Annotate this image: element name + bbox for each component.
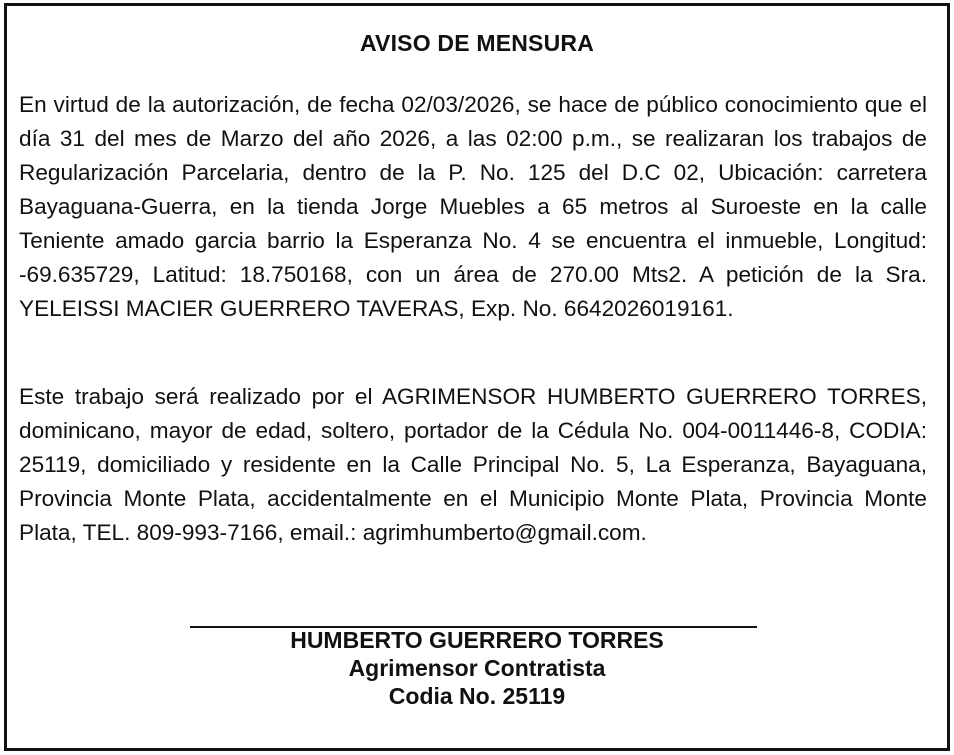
signature-block xyxy=(0,626,954,710)
notice-title: AVISO DE MENSURA xyxy=(359,30,595,56)
signature-codia: Codia No. 25119 xyxy=(388,683,566,709)
notice-paragraph-details: En virtud de la autorización, de fecha 02/03/2026, se hace de público conocimiento que el día 31 del mes de Marzo del año 2026, a las 02:00 p.m., se realizaran los trabajos de Regularización Parcelaria, dentro de la P. No. 125 del D.C 02, Ubicación: carretera Bayaguana-Guerra, en la tienda Jorge Muebles a 65 metros al Suroeste en la calle Teniente amado garcia barrio la Esperanza No. 4 se encuentra el inmueble, Longitud: -69.635729, Latitud: 18.750168, con un área de 270.00 Mts2. A petición de la Sra. YELEISSI MACIER GUERRERO TAVERAS, Exp. No. 6642026019161. xyxy=(19,92,927,321)
notice-paragraph-surveyor: Este trabajo será realizado por el AGRIMENSOR HUMBERTO GUERRERO TORRES, dominicano, mayor de edad, soltero, portador de la Cédula No. 004-0011446-8, CODIA: 25119, domiciliado y residente en la Calle Principal No. 5, La Esperanza, Bayaguana, Provincia Monte Plata, accidentalmente en el Municipio Monte Plata, Provincia Monte Plata, TEL. 809-993-7166, email.: agrimhumberto@gmail.com. xyxy=(19,384,927,545)
signature-role: Agrimensor Contratista xyxy=(348,655,606,681)
signature-name: HUMBERTO GUERRERO TORRES xyxy=(290,627,664,653)
